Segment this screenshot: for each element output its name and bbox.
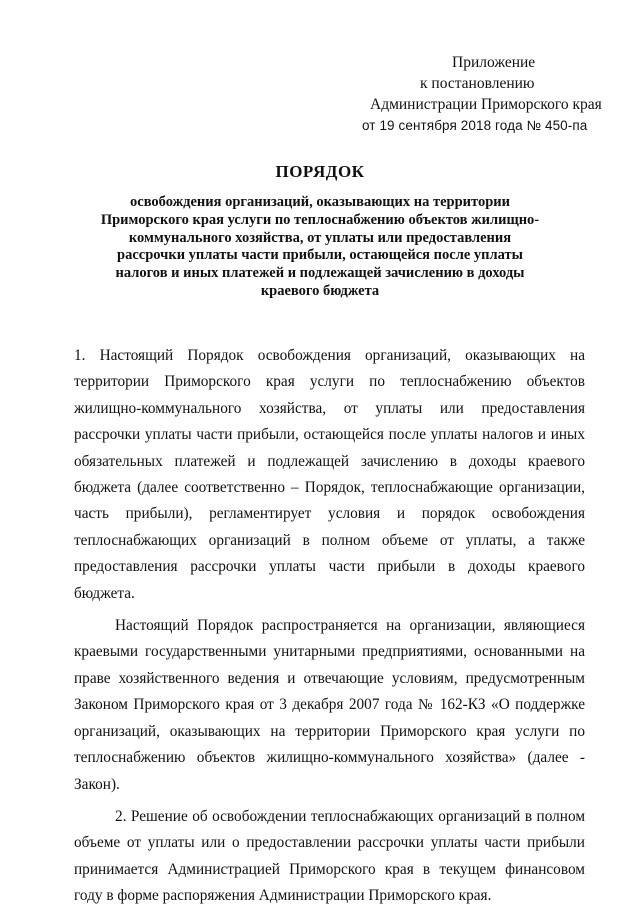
- document-body: [74, 343, 585, 916]
- annex-authority-line: Администрации Приморского края: [370, 96, 602, 113]
- annex-date-number: от 19 сентября 2018 года № 450-па: [362, 118, 588, 133]
- document-title: ПОРЯДОК: [275, 162, 365, 181]
- paragraph-1-text: 1. Настоящий Порядок освобождения организаций, оказывающих на территории Приморского края услуги по теплоснабжению объектов жилищно-коммунального хозяйства, от уплаты или предоставления рассрочки уплаты части прибыли, остающейся после уплаты налогов и иных обязательных платежей и подлежащей зачислению в доходы краевого бюджета (далее соответственно – Порядок, теплоснабжающие организации, часть прибыли), регламентирует условия и порядок освобождения теплоснабжающих организаций в полном объеме от уплаты, а также предоставления рассрочки уплаты части прибыли в доходы краевого бюджета.: [74, 347, 585, 602]
- paragraph-1: [74, 343, 585, 607]
- annex-resolution-line: к постановлению: [420, 75, 535, 92]
- paragraph-2-text: Настоящий Порядок распространяется на организации, являющиеся краевыми государственными унитарными предприятиями, основанными на праве хозяйственного ведения и отвечающие условиям, предусмотренным Законом Приморского края от 3 декабря 2007 года № 162-КЗ «О поддержке организаций, оказывающих на территории Приморского края услуги по теплоснабжению объектов жилищно-коммунального хозяйства» (далее - Закон).: [74, 617, 585, 793]
- paragraph-2: [74, 613, 585, 798]
- document-subtitle: освобождения организаций, оказывающих на территории Приморского края услуги по теплоснабжению объектов жилищно-коммунального хозяйства, от уплаты или предоставления рассрочки уплаты части прибыли, остающейся после уплаты налогов и иных платежей и подлежащей зачислению в доходы краевого бюджета: [100, 194, 540, 299]
- paragraph-3-text: 2. Решение об освобождении теплоснабжающих организаций в полном объеме от уплаты или о предоставлении рассрочки уплаты части прибыли принимается Администрацией Приморского края в текущем финансовом году в форме распоряжения Администрации Приморского края.: [74, 807, 585, 905]
- annex-block: [362, 52, 622, 136]
- annex-heading: Приложение: [452, 54, 536, 71]
- paragraph-3: [74, 804, 585, 910]
